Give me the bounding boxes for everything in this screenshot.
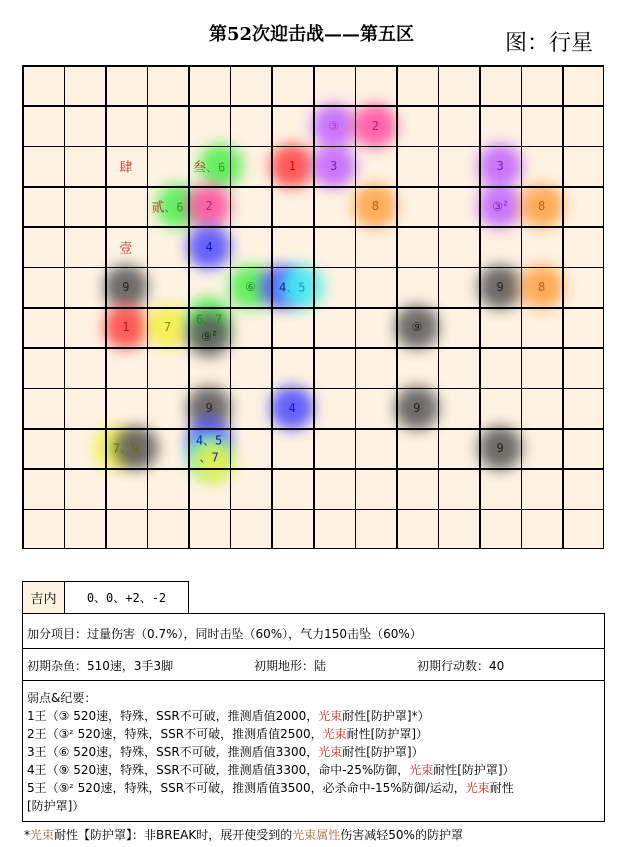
notes-title: 弱点&纪要：: [27, 691, 97, 705]
marker-label: 1: [122, 320, 130, 335]
marker-label: 9: [122, 279, 130, 294]
marker-label: 贰: [151, 200, 165, 216]
marker-suffix: 、6: [205, 160, 226, 175]
divider: [22, 648, 604, 649]
region-tab: [22, 581, 65, 613]
grid-marker: [205, 401, 212, 415]
marker-label: 壹: [119, 241, 133, 256]
marker-label: ⑨: [201, 329, 213, 344]
grid-line: [22, 65, 604, 67]
initial-fish: 初期杂鱼：510速，3手3脚: [27, 659, 174, 673]
grid-line: [22, 105, 604, 107]
grid-marker: [496, 159, 503, 173]
grid-line: [22, 347, 604, 349]
grid-marker: [245, 280, 256, 294]
weakness-notes: [27, 689, 599, 815]
footnote: *光束耐性【防护罩】：非BREAK时，展开使受到的光束属性伤害减轻50%的防护罩: [24, 828, 463, 842]
grid-marker: [328, 119, 339, 133]
grid-line: [22, 186, 604, 188]
note-line-1: 1王（③ 520速，特殊，SSR不可破，推测盾值2000，光束耐性[防护罩]*）: [27, 709, 430, 723]
marker-suffix: 、6: [164, 200, 184, 215]
marker-label: ⑥: [245, 279, 257, 294]
initial-terrain: 初期地形：陆: [254, 659, 327, 673]
battle-grid: [22, 65, 604, 549]
marker-label: 4、5: [195, 433, 223, 448]
grid-marker-line2: [199, 449, 218, 466]
grid-line: [22, 267, 604, 269]
grid-marker: [205, 199, 212, 213]
marker-label: 6、7: [195, 312, 223, 327]
marker-label: ③: [492, 199, 504, 214]
grid-marker: [122, 280, 129, 294]
grid-marker: [413, 401, 420, 415]
grid-line: [22, 388, 604, 390]
grid-line: [22, 307, 604, 309]
grid-marker: [119, 156, 132, 175]
grid-marker: [496, 280, 503, 294]
note-line-3: 3王（⑥ 520速，特殊，SSR不可破，推测盾值3300，光束耐性[防护罩]）: [27, 745, 424, 759]
marker-label: 4: [288, 400, 296, 415]
grid-line: [22, 509, 604, 511]
marker-label: 7: [163, 320, 172, 335]
grid-marker-line2: [201, 329, 217, 344]
marker-label: 9: [496, 279, 504, 294]
marker-label: ③: [328, 118, 340, 133]
marker-label: 9: [413, 400, 421, 415]
marker-label: 、7: [199, 450, 219, 465]
grid-marker: [122, 320, 129, 334]
note-line-5: 5王（⑨ᶻ 520速，特殊，SSR不可破，推测盾值3500，必杀命中-15%防御/运动，光束耐性: [27, 781, 514, 795]
grid-marker: [496, 441, 503, 455]
marker-label: 1: [288, 158, 296, 173]
map-label: 图：行星: [505, 31, 594, 56]
grid-marker: [151, 197, 183, 216]
region-value-text: 0、0、+2、-2: [86, 591, 167, 605]
marker-label: ⑨: [411, 320, 423, 335]
marker-label: 8: [371, 199, 379, 214]
page-title: 第52次迎击战——第五区: [208, 24, 415, 45]
grid-marker: [289, 159, 296, 173]
note-line-2: 2王（③ᶻ 520速，特殊，SSR不可破，推测盾值2500，光束耐性[防护罩]）: [27, 727, 429, 741]
grid-marker: [196, 432, 222, 449]
bonus-items: 加分项目：过量伤害（0.7%），同时击坠（60%），气力150击坠（60%）: [27, 627, 422, 641]
region-value: [64, 581, 189, 613]
marker-label: 2: [205, 199, 213, 214]
marker-sup: z: [212, 328, 217, 338]
grid-line: [22, 548, 604, 550]
grid-marker: [196, 311, 222, 328]
marker-label: 8: [538, 279, 546, 294]
marker-label: 9: [496, 441, 504, 456]
grid-marker: [279, 278, 305, 295]
grid-marker: [492, 199, 508, 214]
grid-line: [22, 226, 604, 228]
initial-actions: 初期行动数：40: [417, 659, 505, 673]
marker-label: 4: [278, 280, 287, 295]
marker-suffix: 、5: [286, 280, 306, 295]
grid-line: [22, 146, 604, 148]
marker-label: 肆: [119, 160, 133, 176]
marker-label: 2: [371, 118, 379, 133]
grid-marker: [193, 156, 225, 175]
marker-sup: z: [503, 198, 508, 208]
grid-line: [22, 428, 604, 430]
divider: [22, 680, 604, 681]
grid-marker: [330, 159, 337, 173]
marker-label: 7、9: [112, 441, 140, 456]
marker-label: 9: [205, 400, 213, 415]
grid-marker: [164, 320, 171, 334]
note-line-4: 4王（⑨ 520速，特殊，SSR不可破，推测盾值3300，命中-25%防御，光束耐性[防护罩]）: [27, 763, 515, 777]
grid-marker: [113, 440, 139, 457]
grid-marker: [289, 401, 296, 415]
grid-marker: [538, 280, 545, 294]
grid-marker: [412, 320, 423, 334]
marker-label: 3: [496, 158, 504, 173]
grid-marker: [372, 119, 379, 133]
region-tab-label: 吉内: [30, 592, 57, 607]
grid-line: [22, 468, 604, 470]
marker-label: 8: [538, 199, 546, 214]
grid-marker: [372, 199, 379, 213]
grid-marker: [119, 237, 132, 256]
note-line-6: [防护罩]）: [27, 799, 85, 813]
grid-marker: [205, 240, 212, 254]
grid-marker: [538, 199, 545, 213]
marker-label: 叁: [192, 160, 206, 176]
marker-label: 3: [330, 158, 338, 173]
marker-label: 4: [205, 239, 213, 254]
